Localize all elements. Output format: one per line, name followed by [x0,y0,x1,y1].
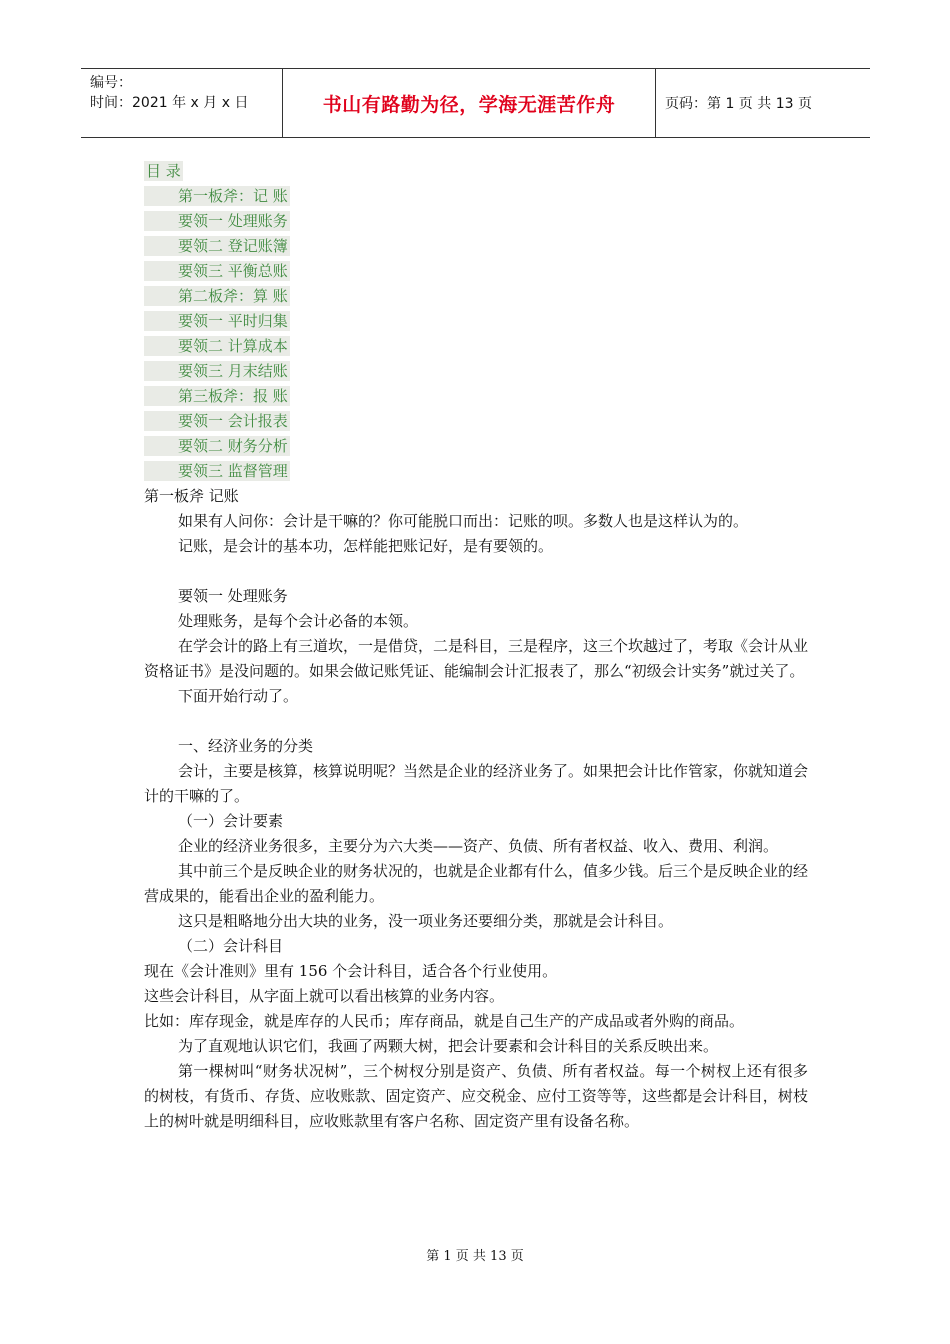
document-number: 编号： [90,75,132,91]
toc-item[interactable]: 要领二 登记账簿 [178,237,288,255]
subsection-heading: 要领一 处理账务 [178,587,288,605]
toc-item[interactable]: 要领二 计算成本 [178,337,288,355]
page-code: 页码：第 1 页 共 13 页 [665,96,812,112]
paragraph: 记账，是会计的基本功，怎样能把账记好，是有要领的。 [178,537,554,555]
table-of-contents [144,159,290,484]
paragraph: 这些会计科目，从字面上就可以看出核算的业务内容。 [144,987,505,1005]
paragraph: 在学会计的路上有三道坎，一是借贷，二是科目，三是程序，这三个坎越过了，考取《会计从业资格证书》是没问题的。如果会做记账凭证、能编制会计汇报表了，那么“初级会计实务”就过关了。 [144,637,809,680]
toc-item[interactable]: 第三板斧：报 账 [178,387,288,405]
subsection-heading: （一）会计要素 [178,812,284,830]
paragraph: 现在《会计准则》里有 156 个会计科目，适合各个行业使用。 [144,962,558,980]
motto: 书山有路勤为径，学海无涯苦作舟 [322,93,616,116]
subsection-heading: 一、经济业务的分类 [178,737,314,755]
paragraph: 下面开始行动了。 [178,687,299,705]
paragraph: 这只是粗略地分出大块的业务，没一项业务还要细分类，那就是会计科目。 [178,912,674,930]
header-table [81,68,870,138]
toc-item[interactable]: 要领一 平时归集 [178,312,288,330]
toc-item[interactable]: 要领三 月末结账 [178,362,288,380]
paragraph: 处理账务，是每个会计必备的本领。 [178,612,419,630]
blank-line [144,559,808,584]
paragraph: 会计，主要是核算，核算说明呢？当然是企业的经济业务了。如果把会计比作管家，你就知道会计的干嘛的了。 [144,762,809,805]
toc-item[interactable]: 第一板斧：记 账 [178,187,288,205]
page-footer: 第 1 页 共 13 页 [426,1249,524,1264]
header-page-cell [655,69,870,137]
toc-item[interactable]: 要领三 监督管理 [178,462,288,480]
header-info-cell [81,69,281,137]
toc-item[interactable]: 要领一 处理账务 [178,212,288,230]
toc-title[interactable]: 目 录 [146,162,181,180]
document-time: 时间：2021 年 x 月 x 日 [90,95,249,111]
toc-item[interactable]: 第二板斧：算 账 [178,287,288,305]
document-body [144,484,808,1134]
paragraph: 其中前三个是反映企业的财务状况的，也就是企业都有什么，值多少钱。后三个是反映企业的经营成果的，能看出企业的盈利能力。 [144,862,809,905]
blank-line [144,709,808,734]
paragraph: 企业的经济业务很多，主要分为六大类——资产、负债、所有者权益、收入、费用、利润。 [178,837,779,855]
toc-item[interactable]: 要领一 会计报表 [178,412,288,430]
toc-item[interactable]: 要领二 财务分析 [178,437,288,455]
section-heading: 第一板斧 记账 [144,487,239,505]
paragraph: 如果有人问你：会计是干嘛的？你可能脱口而出：记账的呗。多数人也是这样认为的。 [178,512,749,530]
paragraph: 比如：库存现金，就是库存的人民币；库存商品，就是自己生产的产成品或者外购的商品。 [144,1012,745,1030]
subsection-heading: （二）会计科目 [178,937,284,955]
toc-item[interactable]: 要领三 平衡总账 [178,262,288,280]
paragraph: 为了直观地认识它们，我画了两颗大树，把会计要素和会计科目的关系反映出来。 [178,1037,719,1055]
header-motto-cell [282,69,656,137]
paragraph: 第一棵树叫“财务状况树”，三个树杈分别是资产、负债、所有者权益。每一个树杈上还有很多的树枝，有货币、存货、应收账款、固定资产、应交税金、应付工资等等，这些都是会计科目，树枝上的树叶就是明细科目，应收账款里有客户名称、固定资产里有设备名称。 [144,1062,808,1130]
